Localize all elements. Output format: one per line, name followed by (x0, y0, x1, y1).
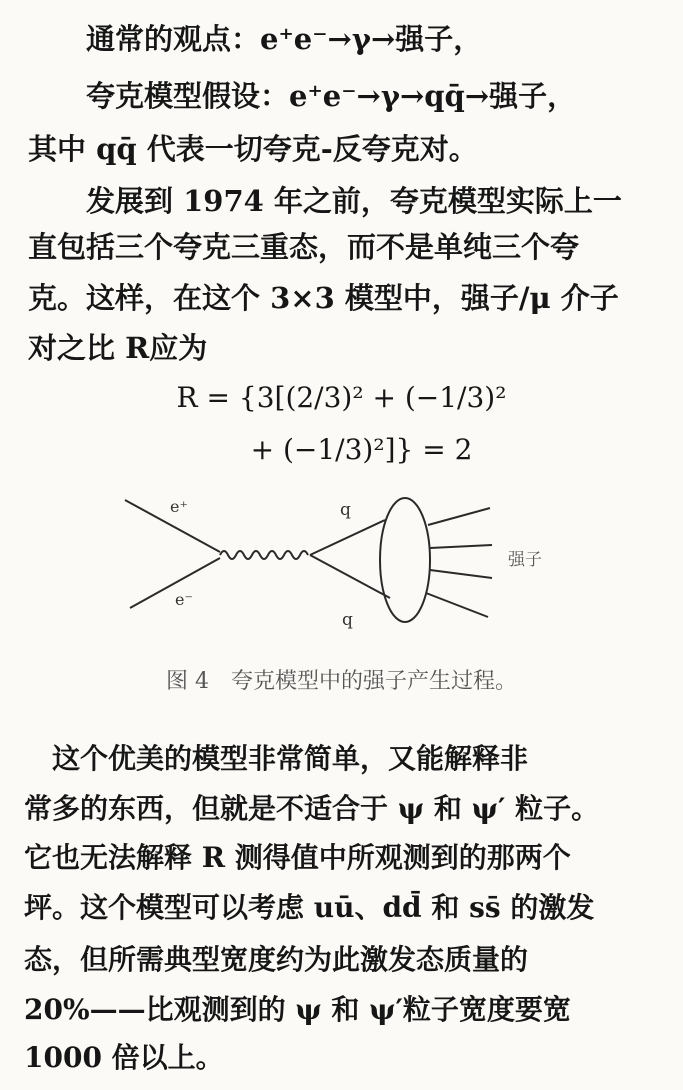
label-q-bottom: q (342, 610, 353, 630)
text-line: 对之比 R应为 (28, 331, 208, 365)
text-line: 发展到 1974 年之前，夸克模型实际上一 (28, 184, 622, 218)
text-line: 态，但所需典型宽度约为此激发态质量的 (24, 943, 529, 976)
equation-line-2: + (−1/3)²]} = 2 (250, 433, 473, 466)
text-line: 常多的东西，但就是不适合于 ψ 和 ψ′ 粒子。 (24, 792, 600, 825)
label-q-top: q (340, 500, 351, 520)
text-line: 直包括三个夸克三重态，而不是单纯三个夸 (28, 230, 580, 264)
equation-line-1: R = {3[(2/3)² + (−1/3)² (176, 381, 507, 414)
quark-line-top (310, 520, 385, 555)
text-line: 通常的观点：e⁺e⁻→γ→强子， (28, 22, 483, 56)
hadron-line (430, 570, 492, 578)
text-line: 其中 qq̄ 代表一切夸克-反夸克对。 (28, 132, 478, 166)
label-e-plus: e⁺ (170, 497, 188, 516)
label-hadrons: 强子 (508, 550, 542, 570)
label-e-minus: e⁻ (175, 590, 193, 609)
figure-caption: 图 4 夸克模型中的强子产生过程。 (166, 669, 517, 694)
hadron-blob (380, 498, 430, 622)
feynman-diagram (0, 490, 683, 660)
text-line: 1000 倍以上。 (24, 1041, 224, 1074)
hadron-line (430, 545, 492, 548)
hadron-line (426, 593, 488, 617)
quark-line-bottom (310, 555, 390, 598)
hadron-line (428, 508, 490, 525)
text-line: 这个优美的模型非常简单，又能解释非 (24, 742, 529, 775)
text-line: 坪。这个模型可以考虑 uū、dd̄ 和 ss̄ 的激发 (24, 891, 595, 924)
photon-wavy-line (220, 551, 308, 559)
text-line: 克。这样，在这个 3×3 模型中，强子/μ 介子 (28, 281, 619, 315)
text-line: 夸克模型假设：e⁺e⁻→γ→qq̄→强子， (28, 79, 577, 113)
text-line: 20%——比观测到的 ψ 和 ψ′粒子宽度要宽 (24, 993, 571, 1026)
text-line: 它也无法解释 R 测得值中所观测到的那两个 (24, 841, 571, 874)
